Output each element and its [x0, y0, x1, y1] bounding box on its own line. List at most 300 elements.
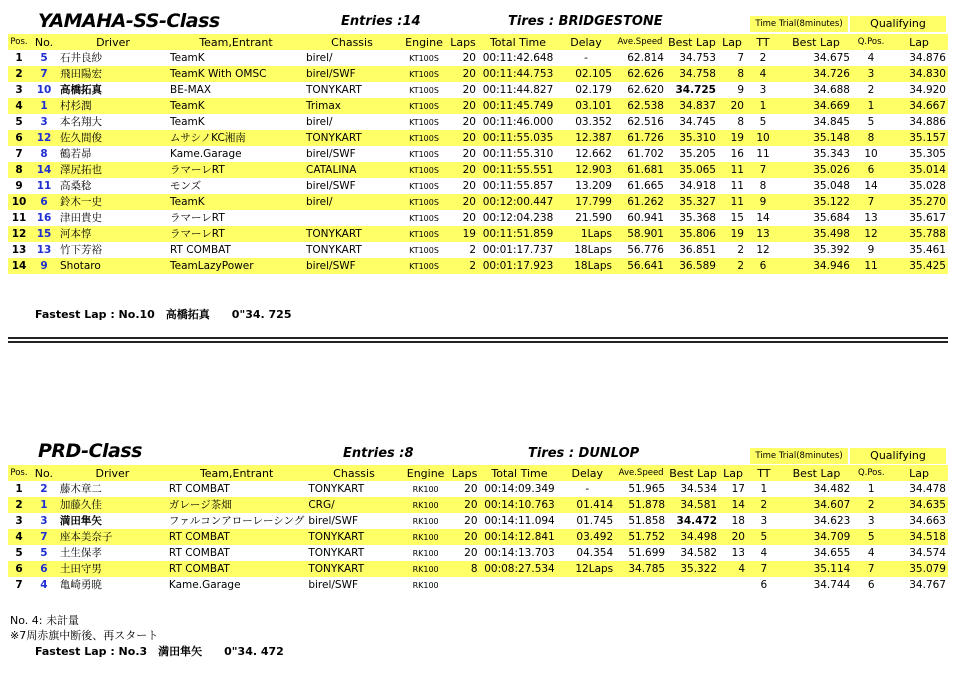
results-table	[8, 465, 948, 593]
qualifying-group-header: Qualifying	[850, 448, 946, 464]
tt-best-lap-cell: 35.026	[780, 162, 852, 178]
car-number-cell: 12	[30, 130, 58, 146]
team-cell: ラマーレRT	[170, 211, 225, 224]
engine-cell: KT100S	[400, 258, 448, 274]
tt-pos-cell: 12	[756, 243, 770, 256]
car-number-cell: 11	[36, 179, 52, 192]
tt-pos-cell: 3	[759, 83, 767, 96]
engine-cell: KT100S	[409, 85, 439, 95]
laps-cell: 20	[448, 162, 478, 178]
q-pos-cell: 14	[864, 179, 878, 192]
column-header-tt-pos: TT	[746, 34, 780, 50]
team-cell: BE-MAX	[170, 83, 212, 96]
delay-cell: 1Laps	[558, 226, 614, 242]
table-row	[8, 242, 948, 258]
q-lap-cell: 34.830	[890, 66, 948, 82]
ave-speed-cell: 60.941	[627, 211, 664, 224]
q-lap-cell: 34.920	[909, 83, 946, 96]
q-lap-cell: 35.270	[890, 194, 948, 210]
driver-cell: 座本美奈子	[58, 529, 167, 545]
car-number-cell: 15	[30, 226, 58, 242]
best-lap-number-cell: 20	[719, 529, 747, 545]
column-header-car-number: No.	[30, 465, 58, 481]
q-pos-cell: 11	[852, 258, 890, 274]
pos-cell: 7	[15, 147, 23, 160]
best-lap-cell: 34.837	[666, 98, 718, 114]
q-lap-cell: 34.478	[909, 482, 946, 495]
chassis-cell: birel/SWF	[308, 578, 358, 591]
total-time-cell: 00:01:17.923	[478, 258, 558, 274]
q-pos-cell: 9	[867, 243, 875, 256]
tt-pos-cell: 2	[747, 497, 781, 513]
ave-speed-cell: 61.726	[614, 130, 666, 146]
column-header-q-pos: Q.Pos.	[852, 34, 890, 50]
total-time-cell: 00:14:13.703	[484, 546, 555, 559]
ave-speed-cell: 34.785	[615, 561, 667, 577]
car-number-cell: 7	[30, 66, 58, 82]
pos-cell: 8	[8, 162, 30, 178]
car-number-cell: 1	[30, 497, 58, 513]
laps-cell: 20	[464, 546, 478, 559]
column-header-best-lap-number: Lap	[719, 465, 747, 481]
ave-speed-cell: 51.858	[628, 514, 666, 527]
best-lap-number-cell: 13	[731, 546, 745, 559]
total-time-cell: 00:11:45.749	[478, 98, 558, 114]
best-lap-number-cell: 11	[730, 179, 744, 192]
ave-speed-cell: 61.665	[627, 179, 664, 192]
pos-cell: 1	[15, 51, 23, 64]
best-lap-number-cell: 7	[737, 51, 744, 64]
engine-cell: KT100S	[400, 226, 448, 242]
best-lap-number-cell: 2	[718, 258, 746, 274]
team-cell: ラマーレRT	[168, 226, 304, 242]
ave-speed-cell: 56.776	[627, 243, 664, 256]
best-lap-cell: 34.472	[676, 514, 718, 527]
q-lap-cell: 34.635	[890, 497, 948, 513]
tt-best-lap-cell: 34.675	[813, 51, 850, 64]
tt-best-lap-cell: 34.709	[781, 529, 853, 545]
best-lap-cell: 35.322	[667, 561, 719, 577]
engine-cell: KT100S	[409, 245, 439, 255]
chassis-cell: birel/	[304, 194, 400, 210]
driver-cell: 藤木章二	[59, 482, 102, 495]
total-time-cell: 00:11:55.310	[482, 147, 554, 160]
table-row	[8, 529, 948, 545]
best-lap-cell: 34.498	[667, 529, 719, 545]
team-cell: Kame.Garage	[170, 147, 242, 160]
q-pos-cell: 8	[852, 130, 890, 146]
chassis-cell: TONYKART	[308, 482, 365, 495]
table-row	[8, 545, 948, 561]
laps-cell: 8	[450, 561, 480, 577]
q-lap-cell: 35.305	[909, 147, 946, 160]
chassis-cell: TONYKART	[306, 561, 401, 577]
ave-speed-cell: 62.814	[627, 51, 664, 64]
q-pos-cell: 5	[852, 529, 890, 545]
column-header-laps: Laps	[448, 34, 478, 50]
tt-pos-cell: 8	[759, 179, 767, 192]
chassis-cell: birel/	[306, 115, 333, 128]
q-lap-cell: 34.876	[909, 51, 946, 64]
driver-cell: 高橋拓真	[60, 83, 102, 96]
q-pos-cell: 13	[864, 211, 878, 224]
car-number-cell: 9	[30, 258, 58, 274]
q-lap-cell: 35.788	[890, 226, 948, 242]
engine-cell: KT100S	[409, 181, 439, 191]
delay-cell: -	[585, 482, 590, 495]
column-header-team: Team,Entrant	[167, 465, 306, 481]
tt-pos-cell: 1	[760, 482, 768, 495]
chassis-cell: birel/	[306, 51, 333, 64]
tt-pos-cell: 7	[747, 561, 781, 577]
column-header-engine: Engine	[402, 465, 450, 481]
total-time-cell: 00:11:44.753	[478, 66, 558, 82]
chassis-cell: birel/SWF	[308, 514, 358, 527]
tt-pos-cell: 3	[760, 514, 768, 527]
laps-cell: 20	[462, 179, 476, 192]
best-lap-number-cell: 11	[718, 162, 746, 178]
engine-cell: KT100S	[409, 149, 439, 159]
tt-pos-cell: 10	[746, 130, 780, 146]
pos-cell: 4	[8, 98, 30, 114]
best-lap-cell: 34.725	[675, 83, 716, 96]
q-pos-cell: 1	[852, 98, 890, 114]
engine-cell: RK100	[412, 548, 439, 558]
tt-pos-cell: 2	[759, 51, 767, 64]
delay-cell: 21.590	[575, 211, 612, 224]
laps-cell: 20	[448, 194, 478, 210]
q-pos-cell: 4	[867, 546, 875, 559]
engine-cell: KT100S	[400, 98, 448, 114]
driver-cell: 高桑稔	[60, 179, 92, 192]
engine-cell: KT100S	[409, 213, 439, 223]
laps-cell: 20	[450, 497, 480, 513]
delay-cell: 01.414	[559, 497, 615, 513]
best-lap-number-cell	[719, 577, 747, 593]
column-header-tt-best-lap: Best Lap	[780, 34, 852, 50]
column-header-chassis: Chassis	[306, 465, 401, 481]
total-time-cell: 00:01:17.737	[482, 243, 554, 256]
ave-speed-cell: 56.641	[614, 258, 666, 274]
chassis-cell: birel/SWF	[306, 147, 356, 160]
team-cell: RT COMBAT	[168, 546, 230, 559]
entries-count: Entries :8	[343, 446, 414, 461]
q-pos-cell: 7	[852, 561, 890, 577]
best-lap-number-cell: 9	[737, 83, 744, 96]
delay-cell: 12Laps	[559, 561, 615, 577]
best-lap-cell: 34.582	[680, 546, 718, 559]
chassis-cell: TONYKART	[306, 529, 401, 545]
engine-cell: KT100S	[400, 194, 448, 210]
section-divider	[8, 337, 948, 339]
fastest-lap: Fastest Lap : No.10 高橋拓真 0"34. 725	[35, 308, 292, 321]
driver-cell: 亀崎勇暁	[59, 578, 102, 591]
delay-cell: 18Laps	[574, 243, 612, 256]
column-header-total-time: Total Time	[478, 34, 558, 50]
tt-pos-cell: 7	[746, 162, 780, 178]
team-cell: モンズ	[170, 179, 202, 192]
car-number-cell: 1	[30, 98, 58, 114]
pos-cell: 10	[8, 194, 30, 210]
delay-cell: 02.179	[575, 83, 612, 96]
chassis-cell: CRG/	[306, 497, 401, 513]
q-lap-cell: 35.079	[890, 561, 948, 577]
total-time-cell: 00:11:55.035	[478, 130, 558, 146]
tires-label: Tires : BRIDGESTONE	[508, 14, 663, 29]
best-lap-number-cell: 14	[719, 497, 747, 513]
total-time-cell: 00:12:04.238	[482, 211, 554, 224]
best-lap-cell: 34.745	[679, 115, 716, 128]
column-header-car-number: No.	[30, 34, 58, 50]
delay-cell: 03.352	[575, 115, 612, 128]
driver-cell: 河本惇	[58, 226, 168, 242]
driver-cell: 土生保孝	[59, 546, 102, 559]
pos-cell: 5	[15, 546, 23, 559]
header-row	[8, 465, 948, 481]
engine-cell: RK100	[402, 561, 450, 577]
table-row	[8, 162, 948, 178]
best-lap-cell: 35.065	[666, 162, 718, 178]
results-table	[8, 34, 948, 274]
q-lap-cell: 34.667	[890, 98, 948, 114]
column-header-pos: Pos.	[8, 465, 30, 481]
total-time-cell: 00:12:00.447	[478, 194, 558, 210]
team-cell: RT COMBAT	[167, 561, 306, 577]
delay-cell: -	[584, 51, 588, 64]
best-lap-cell: 35.327	[666, 194, 718, 210]
tt-best-lap-cell: 35.122	[780, 194, 852, 210]
q-lap-cell: 35.617	[909, 211, 946, 224]
class-title: YAMAHA-SS-Class	[38, 10, 220, 32]
total-time-cell: 00:11:44.827	[482, 83, 554, 96]
tt-pos-cell: 14	[756, 211, 770, 224]
laps-cell: 2	[469, 243, 476, 256]
tt-best-lap-cell: 35.148	[780, 130, 852, 146]
total-time-cell: 00:14:12.841	[480, 529, 560, 545]
pos-cell: 13	[11, 243, 27, 256]
tt-pos-cell: 4	[746, 66, 780, 82]
column-header-ave-speed: Ave.Speed	[615, 465, 667, 481]
tt-best-lap-cell: 34.482	[813, 482, 851, 495]
ave-speed-cell	[615, 577, 667, 593]
ave-speed-cell: 62.516	[627, 115, 664, 128]
time-trial-group-header: Time Trial(8minutes)	[750, 16, 848, 32]
team-cell: TeamK	[170, 51, 205, 64]
total-time-cell: 00:11:42.648	[482, 51, 554, 64]
driver-cell: 鈴木一史	[58, 194, 168, 210]
tt-best-lap-cell: 34.655	[813, 546, 851, 559]
team-cell: RT COMBAT	[170, 243, 231, 256]
table-row	[8, 258, 948, 274]
total-time-cell: 00:14:10.763	[480, 497, 560, 513]
engine-cell: KT100S	[400, 130, 448, 146]
best-lap-number-cell: 8	[737, 115, 744, 128]
prd-section	[8, 440, 948, 600]
laps-cell: 20	[448, 66, 478, 82]
best-lap-cell: 36.851	[679, 243, 716, 256]
tt-pos-cell: 4	[760, 546, 768, 559]
tt-pos-cell: 11	[756, 147, 770, 160]
ave-speed-cell: 61.681	[614, 162, 666, 178]
car-number-cell: 4	[40, 578, 48, 591]
q-lap-cell: 35.014	[890, 162, 948, 178]
engine-cell: KT100S	[400, 66, 448, 82]
column-header-driver: Driver	[58, 465, 167, 481]
laps-cell: 20	[462, 83, 476, 96]
q-lap-cell: 34.767	[909, 578, 946, 591]
laps-cell: 19	[448, 226, 478, 242]
car-number-cell: 6	[30, 194, 58, 210]
driver-cell: 津田貴史	[60, 211, 102, 224]
best-lap-number-cell: 19	[718, 226, 746, 242]
header-row	[8, 34, 948, 50]
delay-cell: 17.799	[558, 194, 614, 210]
column-header-q-pos: Q.Pos.	[852, 465, 890, 481]
tt-best-lap-cell: 35.684	[813, 211, 850, 224]
tt-best-lap-cell: 34.845	[813, 115, 850, 128]
car-number-cell: 7	[30, 529, 58, 545]
team-cell: ガレージ茶畑	[167, 497, 306, 513]
driver-cell: Shotaro	[58, 258, 168, 274]
pos-cell: 6	[8, 561, 30, 577]
best-lap-number-cell: 8	[718, 66, 746, 82]
delay-cell: 13.209	[575, 179, 612, 192]
table-row	[8, 577, 948, 593]
tt-best-lap-cell: 34.607	[781, 497, 853, 513]
q-lap-cell: 34.518	[890, 529, 948, 545]
best-lap-number-cell: 18	[731, 514, 745, 527]
table-row	[8, 66, 948, 82]
q-pos-cell: 7	[852, 194, 890, 210]
column-header-driver: Driver	[58, 34, 168, 50]
delay-cell: 12.662	[575, 147, 612, 160]
team-cell: TeamK With OMSC	[168, 66, 304, 82]
team-cell: TeamK	[168, 194, 304, 210]
q-lap-cell: 35.028	[909, 179, 946, 192]
tt-pos-cell: 6	[760, 578, 768, 591]
engine-cell: KT100S	[400, 162, 448, 178]
q-pos-cell: 3	[852, 66, 890, 82]
chassis-cell	[304, 210, 400, 226]
delay-cell: 18Laps	[558, 258, 614, 274]
car-number-cell: 8	[40, 147, 48, 160]
note-line: ※7周赤旗中断後、再スタート	[10, 629, 159, 642]
column-header-tt-pos: TT	[747, 465, 781, 481]
table-row	[8, 130, 948, 146]
laps-cell: 20	[462, 211, 476, 224]
yamaha-ss-section	[8, 10, 948, 280]
pos-cell: 9	[15, 179, 23, 192]
tt-best-lap-cell: 34.744	[813, 578, 851, 591]
q-pos-cell: 6	[867, 578, 875, 591]
table-row	[8, 210, 948, 226]
best-lap-number-cell: 16	[730, 147, 744, 160]
q-pos-cell: 3	[867, 514, 875, 527]
car-number-cell: 10	[36, 83, 52, 96]
table-row	[8, 497, 948, 513]
team-cell: ファルコンアローレーシング	[168, 514, 305, 527]
pos-cell: 4	[8, 529, 30, 545]
chassis-cell: birel/SWF	[304, 258, 400, 274]
column-header-team: Team,Entrant	[168, 34, 304, 50]
car-number-cell: 3	[40, 514, 48, 527]
pos-cell: 5	[15, 115, 23, 128]
driver-cell: 佐久間俊	[58, 130, 168, 146]
best-lap-cell: 35.205	[679, 147, 716, 160]
pos-cell: 11	[11, 211, 27, 224]
car-number-cell: 14	[30, 162, 58, 178]
laps-cell: 20	[462, 147, 476, 160]
tt-pos-cell: 6	[746, 258, 780, 274]
team-cell: ラマーレRT	[168, 162, 304, 178]
delay-cell: 01.745	[576, 514, 614, 527]
delay-cell: 02.105	[558, 66, 614, 82]
team-cell: TeamLazyPower	[168, 258, 304, 274]
best-lap-number-cell: 2	[737, 243, 744, 256]
tt-best-lap-cell: 35.343	[813, 147, 850, 160]
q-lap-cell: 35.425	[890, 258, 948, 274]
column-header-delay: Delay	[559, 465, 615, 481]
team-cell: RT COMBAT	[168, 482, 230, 495]
tt-best-lap-cell: 34.669	[780, 98, 852, 114]
car-number-cell: 5	[40, 51, 48, 64]
ave-speed-cell: 51.699	[628, 546, 666, 559]
chassis-cell: birel/SWF	[306, 179, 356, 192]
fastest-lap: Fastest Lap : No.3 満田隼矢 0"34. 472	[35, 645, 284, 658]
total-time-cell: 00:14:09.349	[484, 482, 555, 495]
driver-cell: 満田隼矢	[59, 514, 102, 527]
tt-pos-cell: 5	[759, 115, 767, 128]
column-header-laps: Laps	[450, 465, 480, 481]
tires-label: Tires : DUNLOP	[528, 446, 640, 461]
q-pos-cell: 6	[852, 162, 890, 178]
column-header-q-lap: Lap	[890, 34, 948, 50]
team-cell: TeamK	[168, 98, 304, 114]
tt-best-lap-cell: 34.623	[813, 514, 851, 527]
laps-cell: 20	[464, 482, 478, 495]
laps-cell: 2	[448, 258, 478, 274]
best-lap-number-cell: 4	[719, 561, 747, 577]
column-header-delay: Delay	[558, 34, 614, 50]
best-lap-number-cell: 11	[718, 194, 746, 210]
car-number-cell: 6	[30, 561, 58, 577]
q-pos-cell: 1	[867, 482, 875, 495]
tt-best-lap-cell: 34.946	[780, 258, 852, 274]
best-lap-cell: 34.581	[667, 497, 719, 513]
pos-cell: 2	[8, 497, 30, 513]
ave-speed-cell: 61.262	[614, 194, 666, 210]
q-pos-cell: 12	[852, 226, 890, 242]
driver-cell: 石井良紗	[60, 51, 102, 64]
team-cell: TeamK	[170, 115, 205, 128]
column-header-chassis: Chassis	[304, 34, 400, 50]
q-lap-cell: 35.157	[890, 130, 948, 146]
entries-count: Entries :14	[341, 14, 421, 29]
table-row	[8, 561, 948, 577]
total-time-cell	[480, 577, 560, 593]
driver-cell: 鶴若昴	[60, 147, 92, 160]
driver-cell: 飛田陽宏	[58, 66, 168, 82]
table-row	[8, 194, 948, 210]
chassis-cell: birel/SWF	[304, 66, 400, 82]
table-row	[8, 50, 948, 66]
laps-cell: 20	[462, 115, 476, 128]
tt-pos-cell: 1	[746, 98, 780, 114]
total-time-cell: 00:11:51.859	[478, 226, 558, 242]
pos-cell: 1	[15, 482, 23, 495]
total-time-cell: 00:11:46.000	[482, 115, 554, 128]
engine-cell: RK100	[412, 484, 439, 494]
